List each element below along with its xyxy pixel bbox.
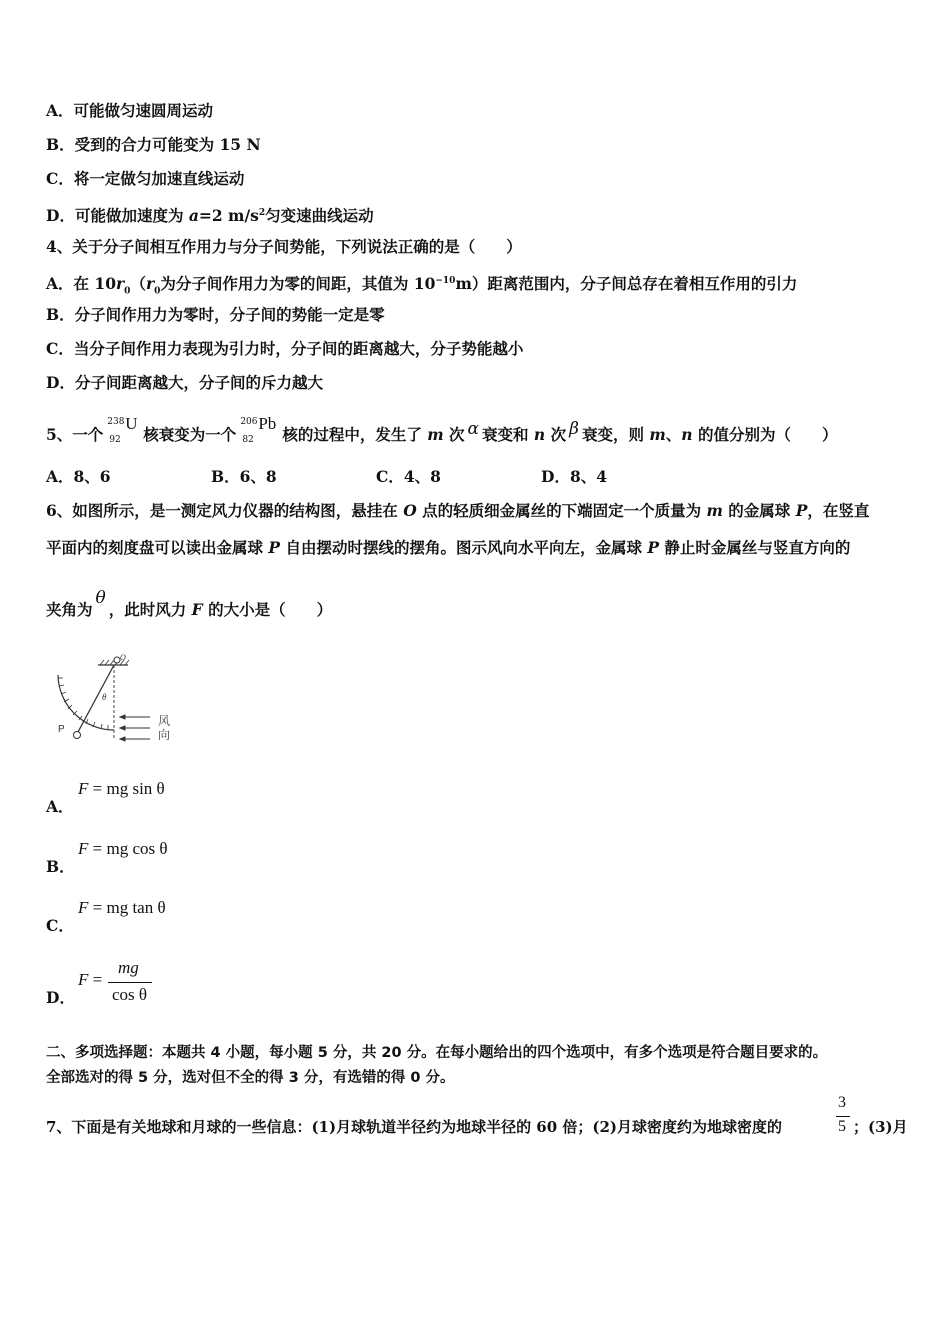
q7-stem-part1: 7、下面是有关地球和月球的一些信息：(1)月球轨道半径约为地球半径的 60 倍；(2)月球密度约为地球密度的 <box>46 1118 783 1136</box>
q7-fraction-numerator: 3 <box>838 1094 846 1111</box>
q6-option-d-denominator: cos θ <box>112 985 148 1004</box>
q5-stem: 5、一个 238 92 U 核衰变为一个 206 82 Pb 核的过程中，发生了 m 次 α 衰变和 n 次 β 衰变，则 m、n 的值分别为（ ） <box>46 414 838 445</box>
wind-meter-figure <box>48 650 188 750</box>
q6-option-d-formula-lhs: F = <box>78 970 103 989</box>
q4-option-c: C．当分子间作用力表现为引力时，分子间的距离越大，分子势能越小 <box>46 339 524 358</box>
q4-stem: 4、关于分子间相互作用力与分子间势能，下列说法正确的是（ ） <box>46 237 522 256</box>
q5-option-a: A．8、6 <box>46 467 111 486</box>
q6-option-d-fraction-bar <box>108 982 152 983</box>
figure-wind-char1: 风 <box>158 714 171 728</box>
q3-option-c: C．将一定做匀加速直线运动 <box>46 169 245 188</box>
q6-option-b-label: B． <box>46 857 75 876</box>
q5-option-b: B．6、8 <box>211 467 277 486</box>
q6-option-b-formula: F = mg cos θ <box>78 839 168 858</box>
q6-option-a-formula: F = mg sin θ <box>78 779 165 798</box>
q5-option-c: C．4、8 <box>376 467 441 486</box>
q7-fraction-denominator: 5 <box>838 1118 846 1135</box>
q4-option-b: B．分子间作用力为零时，分子间的势能一定是零 <box>46 305 385 324</box>
section2-heading-line2: 全部选对的得 5 分，选对但不全的得 3 分，有选错的得 0 分。 <box>46 1070 455 1086</box>
q5-option-d: D．8、4 <box>541 467 608 486</box>
q6-option-c-formula: F = mg tan θ <box>78 898 166 917</box>
figure-label-p: P <box>58 724 65 735</box>
q7-stem-part2: ；(3)月 <box>853 1118 908 1136</box>
q6-stem-line3: 夹角为θ，此时风力 F 的大小是（ ） <box>46 588 333 619</box>
q4-option-a: A．在 $10r_0(r_0$为分子间作用力为零的间距，其值为 $10^{-10}m$）距离范围内，分子间总存在着相互作用的引力 <box>46 274 798 297</box>
q3-option-b: B．受到的合力可能变为 15 N <box>46 135 261 154</box>
q6-option-d-label: D． <box>46 988 75 1007</box>
q6-option-d-numerator: mg <box>118 958 139 977</box>
lead-206-nuclide: 206 82 Pb <box>240 414 277 445</box>
q6-stem-line1: 6、如图所示，是一测定风力仪器的结构图，悬挂在 O 点的轻质细金属丝的下端固定一个质量为 m 的金属球 P，在竖直 <box>46 501 870 520</box>
figure-wind-char2: 向 <box>158 728 171 742</box>
q3-option-d: D．可能做加速度为 a=2 $m/s^2$匀变速曲线运动 <box>46 206 374 226</box>
q4-option-d: D．分子间距离越大，分子间的斥力越大 <box>46 373 323 392</box>
uranium-238-nuclide: 238 92 U <box>107 414 138 445</box>
q6-option-a-label: A． <box>46 797 74 816</box>
q7-fraction-bar <box>836 1116 850 1117</box>
q6-option-c-label: C． <box>46 916 74 935</box>
figure-label-theta: θ <box>102 692 107 702</box>
q3-option-a: A．可能做匀速圆周运动 <box>46 101 214 120</box>
section2-heading-line1: 二、多项选择题：本题共 4 小题，每小题 5 分，共 20 分。在每小题给出的四个选项中，有多个选项是符合题目要求的。 <box>46 1045 828 1061</box>
figure-label-o: O <box>120 653 126 662</box>
q6-stem-line2: 平面内的刻度盘可以读出金属球 P 自由摆动时摆线的摆角。图示风向水平向左，金属球 P 静止时金属丝与竖直方向的 <box>46 538 851 557</box>
